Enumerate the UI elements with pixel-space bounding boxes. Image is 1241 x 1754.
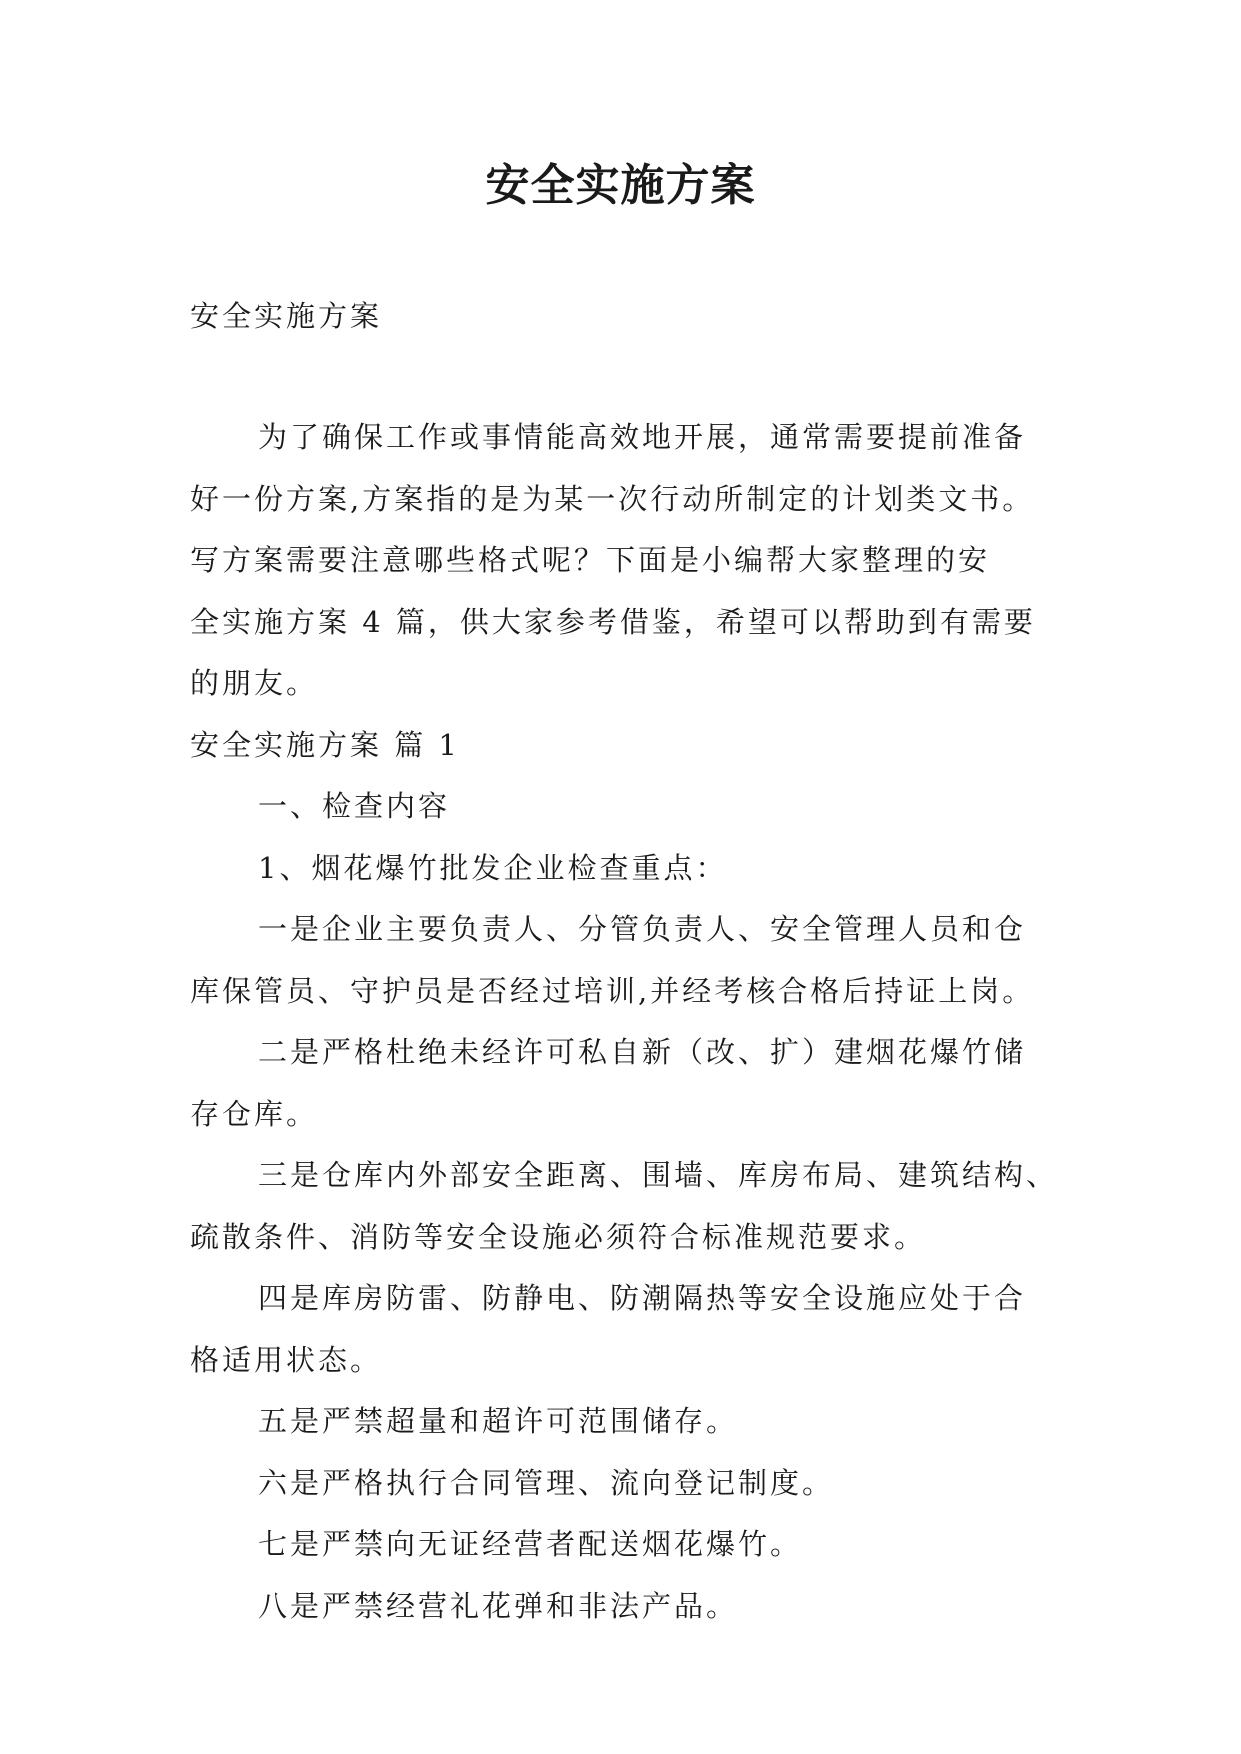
- text-line: 为了确保工作或事情能高效地开展，通常需要提前准备: [258, 420, 1027, 454]
- text-line: 疏散条件、消防等安全设施必须符合标准规范要求。: [190, 1219, 927, 1254]
- text-line: 格适用状态。: [190, 1342, 383, 1377]
- text-line: 存仓库。: [190, 1096, 319, 1131]
- text-line: 一、检查内容: [258, 789, 451, 823]
- text-line: 写方案需要注意哪些格式呢？下面是小编帮大家整理的安: [190, 543, 991, 577]
- text-line: 七是严禁向无证经营者配送烟花爆竹。: [258, 1527, 803, 1561]
- text-line: 一是企业主要负责人、分管负责人、安全管理人员和仓: [258, 912, 1027, 946]
- text-line: 库保管员、守护员是否经过培训,并经考核合格后持证上岗。: [190, 973, 1035, 1008]
- document-title: 安全实施方案: [485, 160, 756, 211]
- text-line: 三是仓库内外部安全距离、围墙、库房布局、建筑结构、: [258, 1158, 1059, 1192]
- text-line: 1、烟花爆竹批发企业检查重点：: [258, 850, 728, 885]
- section-heading: 安全实施方案 篇 1: [190, 727, 460, 762]
- text-line: 二是严格杜绝未经许可私自新（改、扩）建烟花爆竹储: [258, 1035, 1027, 1069]
- document-subtitle: 安全实施方案: [190, 299, 383, 333]
- text-line: 全实施方案 4 篇，供大家参考借鉴，希望可以帮助到有需要: [190, 604, 1036, 639]
- document-body: [190, 407, 1060, 1637]
- text-line: 四是库房防雷、防静电、防潮隔热等安全设施应处于合: [258, 1281, 1027, 1315]
- text-line: 六是严格执行合同管理、流向登记制度。: [258, 1465, 835, 1500]
- text-line: 好一份方案,方案指的是为某一次行动所制定的计划类文书。: [190, 481, 1035, 516]
- text-line: 的朋友。: [190, 666, 319, 700]
- text-line: 八是严禁经营礼花弹和非法产品。: [258, 1588, 739, 1623]
- text-line: 五是严禁超量和超许可范围储存。: [258, 1404, 739, 1438]
